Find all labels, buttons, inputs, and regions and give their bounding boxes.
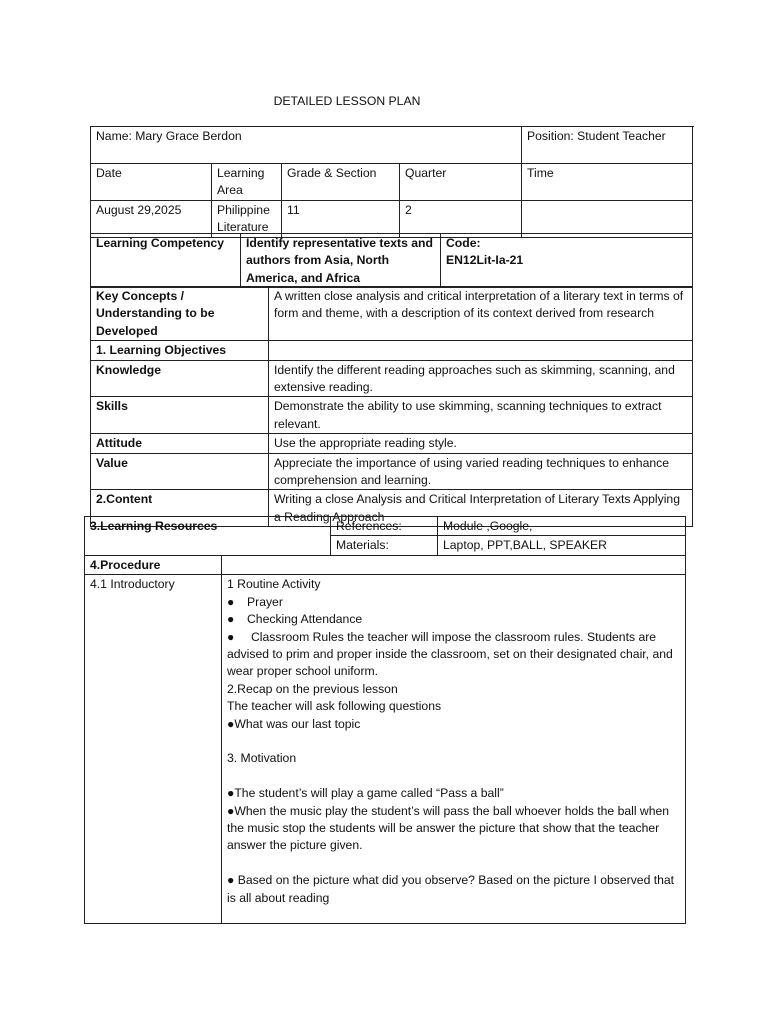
ask-text: The teacher will ask following questions [227, 699, 442, 714]
knowledge-text: Identify the different reading approaches such as skimming, scanning, and extensive reading. [269, 360, 693, 397]
code-value: EN12Lit-Ia-21 [446, 253, 524, 268]
last-topic-item: ●What was our last topic [227, 716, 361, 731]
observe-item: ● Based on the picture what did you observe? Based on the picture I observed that is all about reading [227, 873, 675, 905]
prayer-text: Prayer [247, 594, 283, 609]
competency-table [90, 233, 693, 288]
header-info-table [90, 126, 693, 238]
grade-section-value: 11 [282, 200, 400, 237]
routine-activity: 1 Routine Activity [227, 577, 321, 592]
competency-code [441, 234, 693, 288]
resources-label: 3.Learning Resources [85, 517, 331, 556]
key-concepts-label: Key Concepts / Understanding to be Developed [91, 287, 269, 341]
learning-area-value: Philippine Literature [212, 200, 282, 237]
rules-item [227, 629, 680, 681]
bullet-icon: ● [227, 594, 235, 609]
value-text: Appreciate the importance of using varied reading techniques to enhance comprehension and learning. [269, 453, 693, 490]
procedure-label: 4.Procedure [85, 556, 222, 575]
content-label: 2.Content [91, 490, 269, 527]
skills-label: Skills [91, 397, 269, 434]
attendance-item [227, 611, 680, 628]
bullet-icon: ● [227, 612, 235, 627]
knowledge-label: Knowledge [91, 360, 269, 397]
objectives-label: 1. Learning Objectives [91, 341, 269, 360]
competency-label: Learning Competency [91, 234, 241, 288]
game-item: ●The student’s will play a game called “Pass a ball” [227, 786, 504, 801]
content-text: Writing a close Analysis and Critical Interpretation of Literary Texts Applying a Reading Approach [269, 490, 693, 527]
skills-text: Demonstrate the ability to use skimming, scanning techniques to extract relevant. [269, 397, 693, 434]
position-cell: Position: Student Teacher [522, 127, 693, 164]
bullet-icon: ● [227, 629, 235, 644]
quarter-value: 2 [400, 200, 522, 237]
objectives-text [269, 341, 693, 360]
introductory-label: 4.1 Introductory [85, 575, 222, 924]
date-label: Date [91, 164, 212, 201]
date-value: August 29,2025 [91, 200, 212, 237]
references-label: References: [331, 517, 438, 536]
materials-label: Materials: [331, 536, 438, 555]
document-title: DETAILED LESSON PLAN [273, 94, 421, 108]
code-label: Code: [446, 236, 481, 250]
motivation-heading: 3. Motivation [227, 751, 297, 766]
key-concepts-text: A written close analysis and critical interpretation of a literary text in terms of form and theme, with a description of its context derived from research [269, 287, 693, 341]
rules-text: Classroom Rules the teacher will impose the classroom rules. Students are advised to prim and proper inside the classroom, set on their designated chair, and wear proper school uniform. [227, 629, 673, 679]
attendance-text: Checking Attendance [247, 612, 363, 627]
quarter-label: Quarter [400, 164, 522, 201]
procedure-table [84, 555, 686, 924]
materials-value: Laptop, PPT,BALL, SPEAKER [438, 536, 686, 555]
attitude-label: Attitude [91, 434, 269, 453]
objectives-table [90, 286, 693, 527]
resources-table [84, 516, 686, 556]
learning-area-label: Learning Area [212, 164, 282, 201]
references-value: Module ,Google, [438, 517, 686, 536]
prayer-item [227, 594, 680, 611]
grade-section-label: Grade & Section [282, 164, 400, 201]
time-value [522, 200, 693, 237]
competency-text: Identify representative texts and authors from Asia, North America, and Africa [241, 234, 441, 288]
procedure-header-empty [222, 556, 686, 575]
time-label: Time [522, 164, 693, 201]
value-label: Value [91, 453, 269, 490]
name-cell: Name: Mary Grace Berdon [91, 127, 522, 164]
recap-heading: 2.Recap on the previous lesson [227, 681, 398, 696]
attitude-text: Use the appropriate reading style. [269, 434, 693, 453]
introductory-content [222, 575, 686, 924]
music-item: ●When the music play the student’s will pass the ball whoever holds the ball when the music stop the students will be answer the picture that show that the teacher answer the picture given. [227, 803, 670, 853]
